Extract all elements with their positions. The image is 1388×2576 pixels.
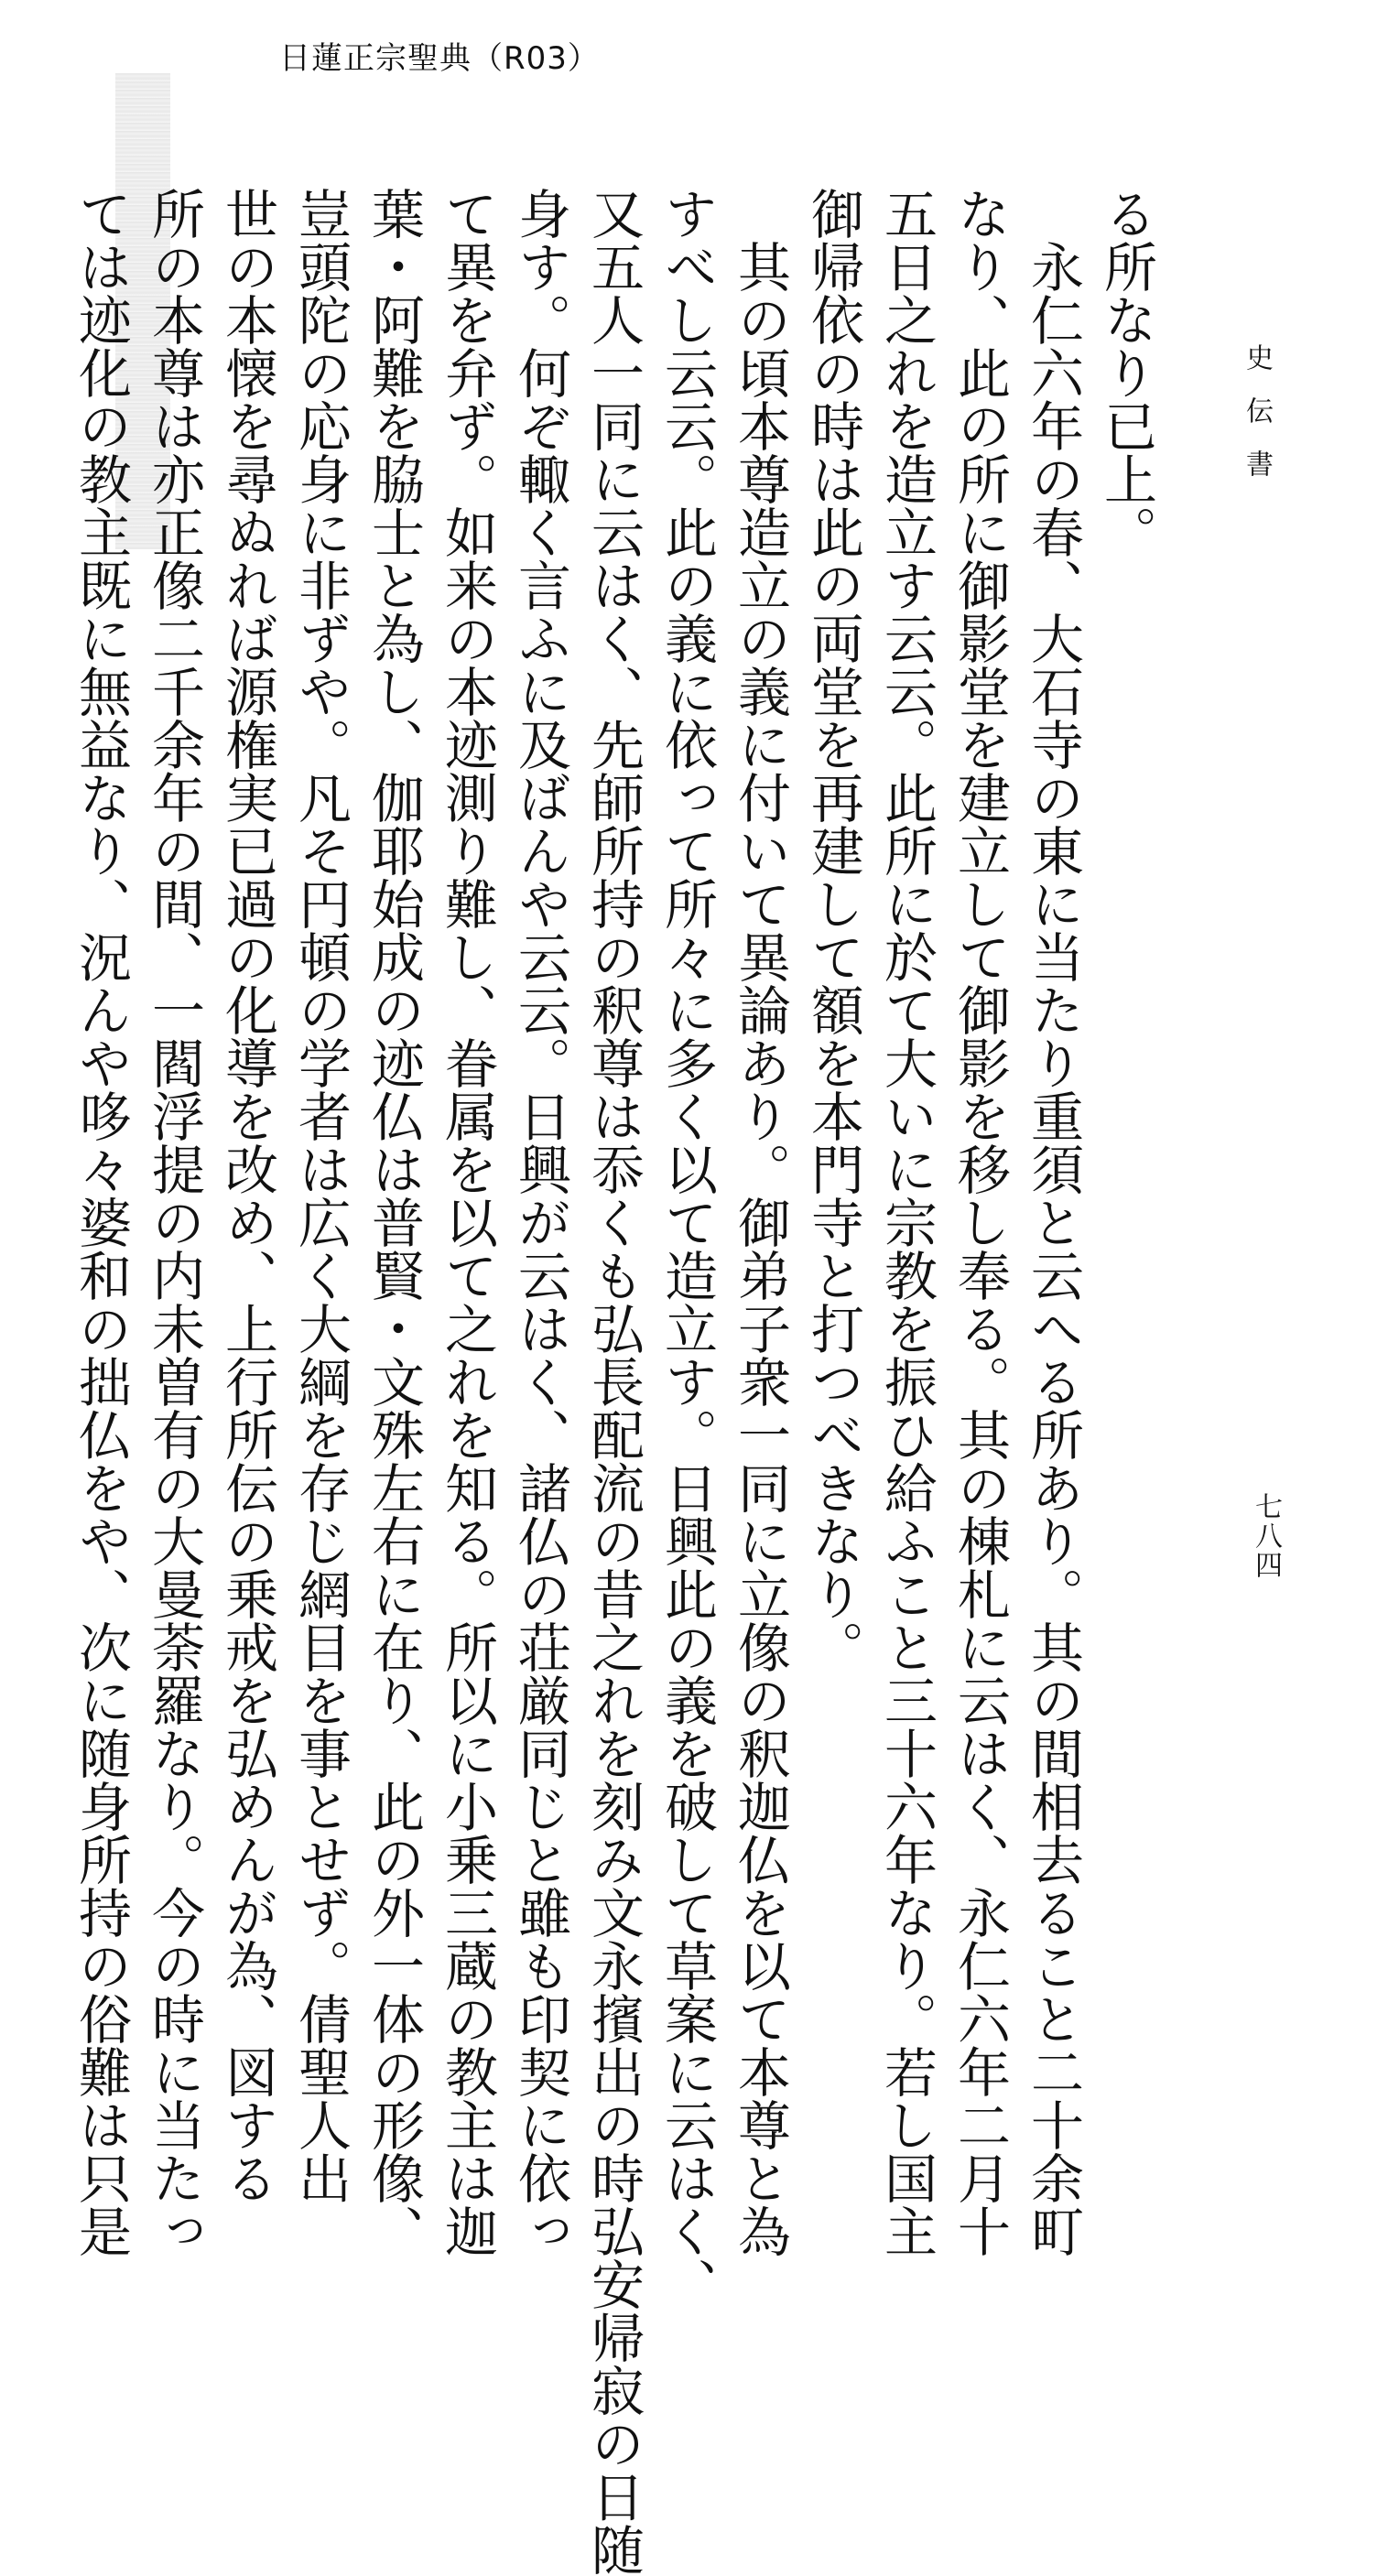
text-column: 御帰依の時は此の両堂を再建して額を本門寺と打つべきなり。 [802, 187, 864, 1673]
text-column: 身す。何ぞ輙く言ふに及ばんや云云。日興が云はく、諸仏の荘厳同じと雖も印契に依っ [509, 187, 571, 2257]
text-column: て異を弁ず。如来の本迹測り難し、眷属を以て之れを知る。所以に小乗三蔵の教主は迦 [436, 187, 498, 2257]
text-column: すべし云云。此の義に依って所々に多く以て造立す。日興此の義を破して草案に云はく、 [656, 187, 718, 2311]
text-column: 五日之れを造立す云云。此所に於て大いに宗教を振ひ給ふこと三十六年なり。若し国主 [875, 187, 938, 2257]
page-number: 七八四 [1250, 1492, 1282, 1580]
vertical-text-body [70, 187, 1163, 2576]
text-column: 葉・阿難を脇士と為し、伽耶始成の迹仏は普賢・文殊左右に在り、此の外一体の形像、 [363, 187, 425, 2257]
text-column: 所の本尊は亦正像二千余年の間、一閻浮提の内未曽有の大曼荼羅なり。今の時に当たっ [143, 187, 205, 2257]
text-column: 又五人一同に云はく、先師所持の釈尊は忝くも弘長配流の昔之れを刻み文永擯出の時弘安帰寂の日随 [582, 187, 645, 2576]
text-column: ては迹化の教主既に無益なり、況んや哆々婆和の拙仏をや、次に随身所持の俗難は只是 [70, 187, 132, 2257]
text-column: る所なり已上。 [1095, 187, 1157, 558]
text-column: 世の本懐を尋ぬれば源権実已過の化導を改め、上行所伝の乗戒を弘めんが為、図する [216, 187, 278, 2204]
text-column: なり、此の所に御影堂を建立して御影を移し奉る。其の棟札に云はく、永仁六年二月十 [949, 187, 1011, 2257]
text-column: 永仁六年の春、大石寺の東に当たり重須と云へる所あり。其の間相去ること二十余町 [1022, 240, 1084, 2257]
text-column: 豈頭陀の応身に非ずや。凡そ円頓の学者は広く大綱を存じ網目を事とせず。倩聖人出 [289, 187, 352, 2204]
document-header-title: 日蓮正宗聖典（R03） [279, 40, 600, 77]
running-head-section: 史伝書 [1241, 343, 1273, 503]
text-column: 其の頃本尊造立の義に付いて異論あり。御弟子衆一同に立像の釈迦仏を以て本尊と為 [729, 240, 791, 2257]
